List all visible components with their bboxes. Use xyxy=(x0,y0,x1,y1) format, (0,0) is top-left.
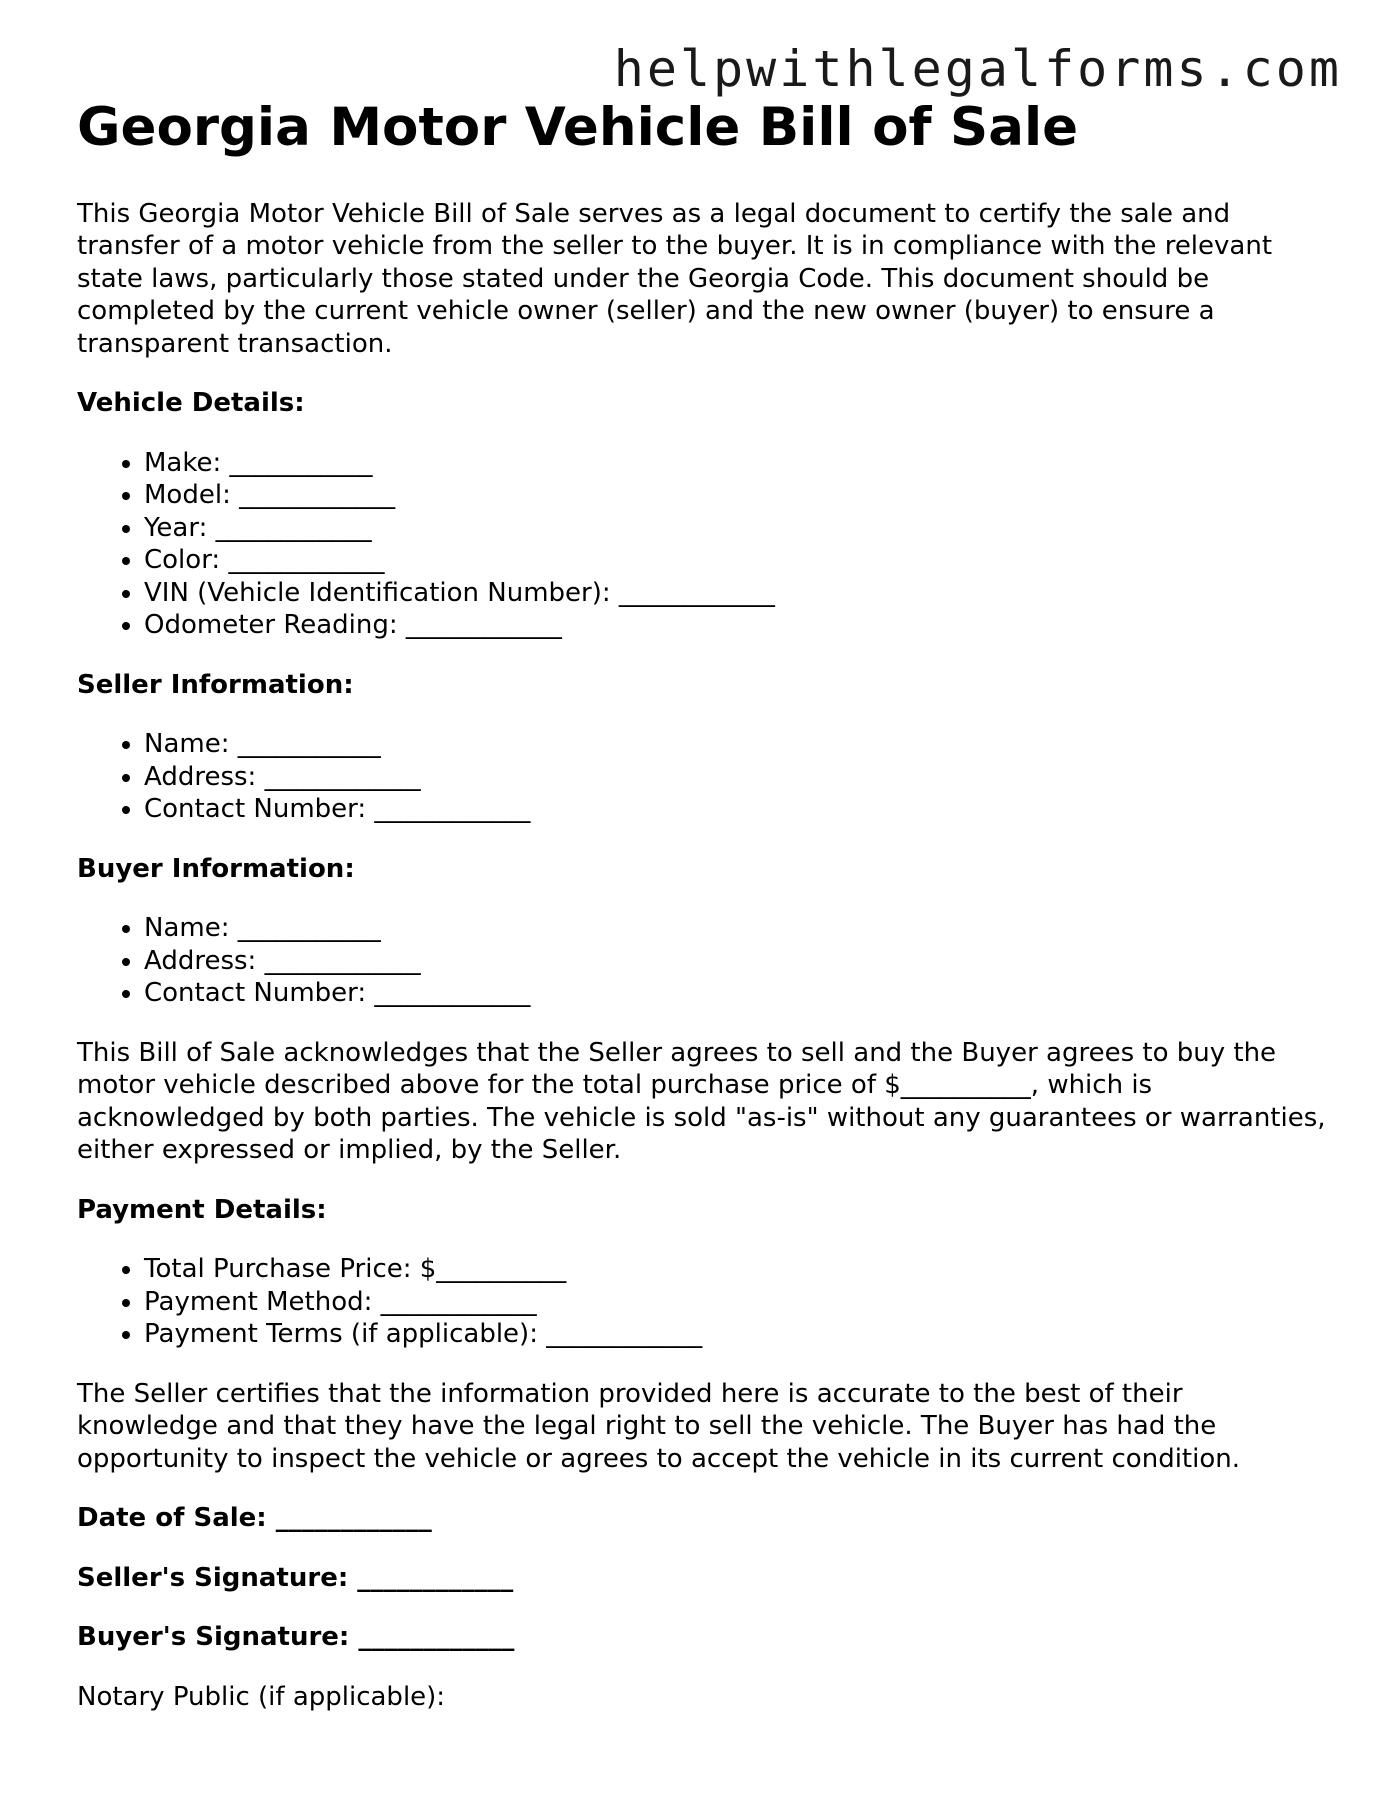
seller-information-heading: Seller Information: xyxy=(77,669,354,700)
vehicle-year-field: • Year: ____________ xyxy=(144,512,1327,545)
acknowledgement-paragraph: This Bill of Sale acknowledges that the Seller agrees to sell and the Buyer agrees to buy the motor vehicle described above for the total purchase price of $__________, which is acknowledged by both parties. The vehicle is sold "as-is" without any guarantees or warranties, either expressed or implied, by the Seller. xyxy=(77,1037,1326,1166)
buyer-name-field: • Name: ___________ xyxy=(144,912,1327,945)
buyer-address-field: • Address: ____________ xyxy=(144,945,1327,978)
buyer-information-list xyxy=(77,912,1327,1010)
payment-details-list xyxy=(77,1253,1327,1351)
payment-method-field: • Payment Method: ____________ xyxy=(144,1286,1327,1319)
payment-terms-field: • Payment Terms (if applicable): ____________ xyxy=(144,1318,1327,1351)
intro-paragraph: This Georgia Motor Vehicle Bill of Sale serves as a legal document to certify the sale and transfer of a motor vehicle from the seller to the buyer. It is in compliance with the relevant state laws, particularly those stated under the Georgia Code. This document should be completed by the current vehicle owner (seller) and the new owner (buyer) to ensure a transparent transaction. xyxy=(77,198,1273,359)
payment-details-heading: Payment Details: xyxy=(77,1194,327,1225)
notary-public-field: Notary Public (if applicable): xyxy=(77,1681,446,1712)
vehicle-details-heading: Vehicle Details: xyxy=(77,388,305,419)
seller-address-field: • Address: ____________ xyxy=(144,761,1327,794)
seller-signature-field: Seller's Signature: ____________ xyxy=(77,1562,514,1593)
date-of-sale-field: Date of Sale: ____________ xyxy=(77,1503,432,1534)
buyer-signature-field: Buyer's Signature: ____________ xyxy=(77,1622,515,1653)
total-purchase-price-field: • Total Purchase Price: $__________ xyxy=(144,1253,1327,1286)
buyer-information-heading: Buyer Information: xyxy=(77,853,355,884)
vehicle-odometer-field: • Odometer Reading: ____________ xyxy=(144,609,1327,642)
vehicle-details-list xyxy=(77,447,1327,642)
vehicle-make-field: • Make: ___________ xyxy=(144,447,1327,480)
certification-paragraph: The Seller certifies that the information provided here is accurate to the best of their knowledge and that they have the legal right to sell the vehicle. The Buyer has had the opportunity to inspect the vehicle or agrees to accept the vehicle in its current condition. xyxy=(77,1378,1240,1474)
vehicle-vin-field: • VIN (Vehicle Identification Number): ____________ xyxy=(144,577,1327,610)
vehicle-color-field: • Color: ____________ xyxy=(144,544,1327,577)
watermark-site-name: helpwithlegalforms.com xyxy=(613,40,1342,98)
vehicle-model-field: • Model: ____________ xyxy=(144,479,1327,512)
seller-contact-field: • Contact Number: ____________ xyxy=(144,793,1327,826)
buyer-contact-field: • Contact Number: ____________ xyxy=(144,977,1327,1010)
seller-name-field: • Name: ___________ xyxy=(144,728,1327,761)
document-title: Georgia Motor Vehicle Bill of Sale xyxy=(77,97,1079,158)
seller-information-list xyxy=(77,728,1327,826)
bill-of-sale-content xyxy=(77,96,1327,1713)
